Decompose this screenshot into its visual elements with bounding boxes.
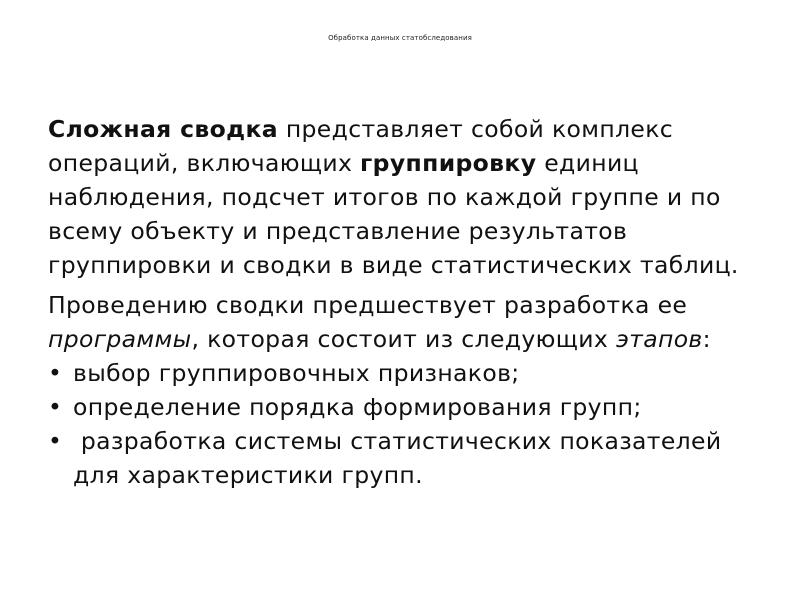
term-complex-summary: Сложная сводка [48, 115, 278, 143]
list-item [48, 390, 768, 424]
bullet-icon: • [48, 393, 63, 421]
paragraph-text: : [702, 325, 711, 353]
list-item-text: определение порядка формирования групп; [73, 393, 642, 421]
list-item-text: разработка системы статистических показателей для характеристики групп. [73, 427, 730, 489]
paragraph-complex-summary [48, 112, 768, 282]
paragraph-text: представляет собой комплекс операций, включающих [48, 115, 674, 177]
term-grouping: группировку [360, 149, 537, 177]
slide-title: Обработка данных статобследования [328, 34, 472, 42]
slide-content [48, 112, 768, 492]
paragraph-program [48, 288, 768, 356]
paragraph-text: , которая состоит из следующих [191, 325, 616, 353]
list-item-text: выбор группировочных признаков; [73, 359, 520, 387]
paragraph-text: Проведению сводки предшествует разработка ее [48, 291, 688, 319]
bullet-icon: • [48, 359, 63, 387]
paragraph-text: единиц наблюдения, подсчет итогов по каждой группе и по всему объекту и представление результатов группировки и сводки в виде статистических таблиц. [48, 149, 739, 279]
list-item [48, 356, 768, 390]
bullet-icon: • [48, 427, 63, 455]
list-item [48, 424, 768, 492]
emphasis-stages: этапов [615, 325, 703, 353]
emphasis-program: программы [48, 325, 192, 353]
stages-list [48, 356, 768, 492]
